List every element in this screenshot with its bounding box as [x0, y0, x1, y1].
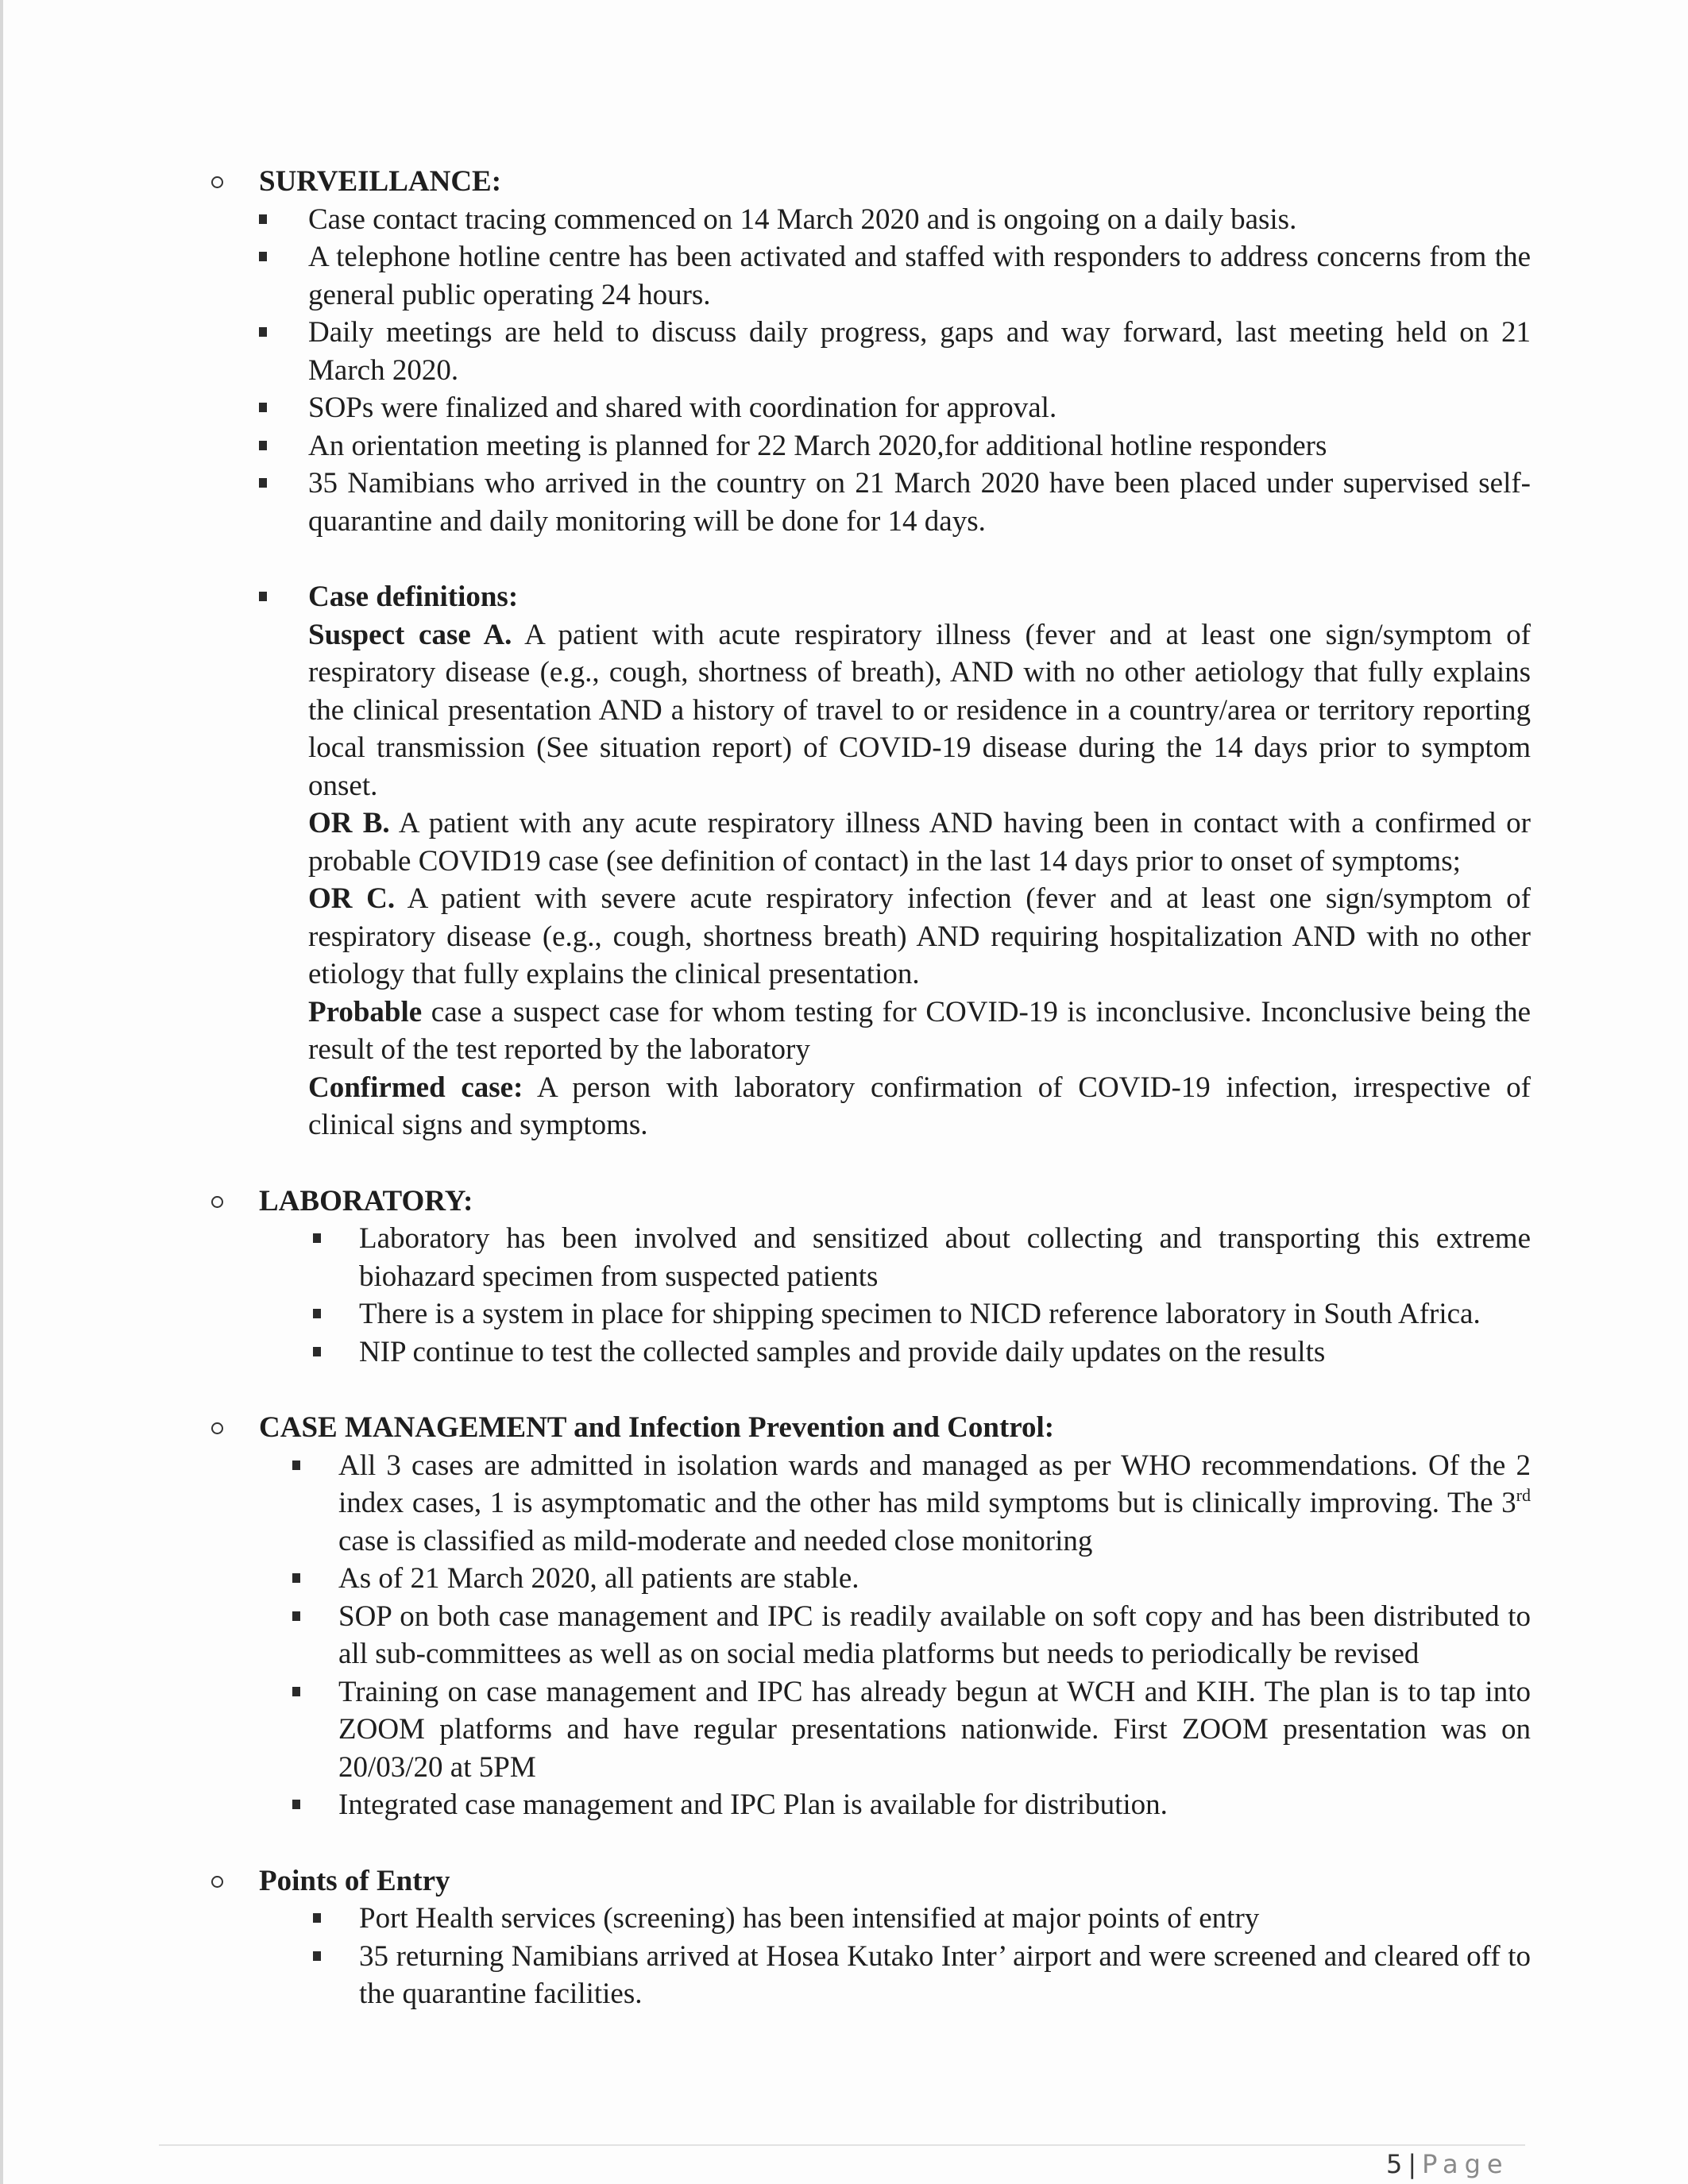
list-item: A telephone hotline centre has been activated and staffed with responders to address concerns from the general public operating 24 hours. — [208, 238, 1531, 314]
circle-bullet-icon — [211, 1876, 223, 1888]
square-bullet-icon — [259, 592, 267, 601]
circle-bullet-icon — [211, 1196, 223, 1208]
circle-bullet-icon — [211, 1422, 223, 1434]
list-item: Training on case management and IPC has already begun at WCH and KIH. The plan is to tap into ZOOM platforms and have regular presentations nationwide. First ZOOM presentation was on 20/03/20 at 5PM — [208, 1673, 1531, 1787]
section-surveillance — [208, 163, 1531, 1144]
list-item: An orientation meeting is planned for 22 March 2020,for additional hotline responders — [208, 427, 1531, 465]
square-bullet-icon — [292, 1573, 300, 1583]
square-bullet-icon — [313, 1309, 321, 1318]
list-item: As of 21 March 2020, all patients are stable. — [208, 1560, 1531, 1598]
list-item: Port Health services (screening) has been intensified at major points of entry — [208, 1900, 1531, 1938]
page-footer — [1386, 2149, 1509, 2179]
scan-page-edge — [0, 0, 3, 2184]
document-body — [208, 163, 1531, 2013]
list-item: Laboratory has been involved and sensitized about collecting and transporting this extreme biohazard specimen from suspected patients — [208, 1220, 1531, 1295]
laboratory-list — [208, 1220, 1531, 1371]
list-item: All 3 cases are admitted in isolation wards and managed as per WHO recommendations. Of the 2 index cases, 1 is asymptomatic and the other has mild symptoms but is clinically improving. The 3rd case is classified as mild-moderate and needed close monitoring — [208, 1447, 1531, 1561]
list-item: Case contact tracing commenced on 14 March 2020 and is ongoing on a daily basis. — [208, 201, 1531, 239]
list-item: 35 Namibians who arrived in the country on 21 March 2020 have been placed under supervised self-quarantine and daily monitoring will be done for 14 days. — [208, 465, 1531, 540]
probable-case: Probable case a suspect case for whom testing for COVID-19 is inconclusive. Inconclusive being the result of the test reported by the laboratory — [308, 995, 1531, 1066]
footer-divider — [159, 2144, 1525, 2146]
square-bullet-icon — [259, 214, 267, 224]
square-bullet-icon — [313, 1347, 321, 1356]
section-points-of-entry — [208, 1862, 1531, 2013]
page-label: Page — [1422, 2149, 1509, 2179]
suspect-case-a: Suspect case A. A patient with acute respiratory illness (fever and at least one sign/symptom of respiratory disease (e.g., cough, shortness of breath), AND with no other aetiology that fully explains the clinical presentation AND a history of travel to or residence in a country/area or territory reporting local transmission (See situation report) of COVID-19 disease during the 14 days prior to symptom onset. — [308, 618, 1531, 802]
section-heading: CASE MANAGEMENT and Infection Prevention and Control: — [208, 1409, 1531, 1447]
case-management-list — [208, 1447, 1531, 1824]
list-item: There is a system in place for shipping specimen to NICD reference laboratory in South Africa. — [208, 1295, 1531, 1333]
confirmed-case: Confirmed case: A person with laboratory confirmation of COVID-19 infection, irrespective of clinical signs and symptoms. — [308, 1071, 1531, 1141]
list-item: Daily meetings are held to discuss daily progress, gaps and way forward, last meeting held on 21 March 2020. — [208, 314, 1531, 389]
suspect-case-c: OR C. A patient with severe acute respiratory infection (fever and at least one sign/symptom of respiratory disease (e.g., cough, shortness breath) AND requiring hospitalization AND with no other etiology that fully explains the clinical presentation. — [308, 882, 1531, 990]
section-laboratory — [208, 1183, 1531, 1372]
square-bullet-icon — [292, 1800, 300, 1809]
square-bullet-icon — [259, 403, 267, 412]
section-case-management — [208, 1409, 1531, 1824]
square-bullet-icon — [313, 1913, 321, 1923]
section-heading: LABORATORY: — [208, 1183, 1531, 1221]
square-bullet-icon — [259, 478, 267, 488]
section-heading: SURVEILLANCE: — [208, 163, 1531, 201]
list-item: 35 returning Namibians arrived at Hosea Kutako Inter’ airport and were screened and cleared off to the quarantine facilities. — [208, 1938, 1531, 2013]
points-of-entry-list — [208, 1900, 1531, 2013]
square-bullet-icon — [292, 1611, 300, 1621]
list-item: SOP on both case management and IPC is readily available on soft copy and has been distributed to all sub-committees as well as on social media platforms but needs to periodically be revised — [208, 1598, 1531, 1673]
circle-bullet-icon — [211, 176, 223, 188]
square-bullet-icon — [292, 1461, 300, 1470]
list-item: NIP continue to test the collected samples and provide daily updates on the results — [208, 1333, 1531, 1372]
surveillance-list — [208, 201, 1531, 541]
square-bullet-icon — [313, 1233, 321, 1243]
list-item: SOPs were finalized and shared with coordination for approval. — [208, 389, 1531, 427]
list-item: Integrated case management and IPC Plan is available for distribution. — [208, 1786, 1531, 1824]
page-number: 5 — [1386, 2149, 1404, 2179]
case-definitions-heading: Case definitions: — [308, 581, 519, 613]
square-bullet-icon — [313, 1951, 321, 1961]
section-heading: Points of Entry — [208, 1862, 1531, 1900]
square-bullet-icon — [259, 327, 267, 337]
suspect-case-b: OR B. A patient with any acute respiratory illness AND having been in contact with a confirmed or probable COVID19 case (see definition of contact) in the last 14 days prior to onset of symptoms; — [308, 807, 1531, 878]
case-definitions — [208, 578, 1531, 1144]
footer-separator: | — [1408, 2149, 1418, 2179]
square-bullet-icon — [292, 1687, 300, 1696]
square-bullet-icon — [259, 252, 267, 261]
square-bullet-icon — [259, 441, 267, 450]
